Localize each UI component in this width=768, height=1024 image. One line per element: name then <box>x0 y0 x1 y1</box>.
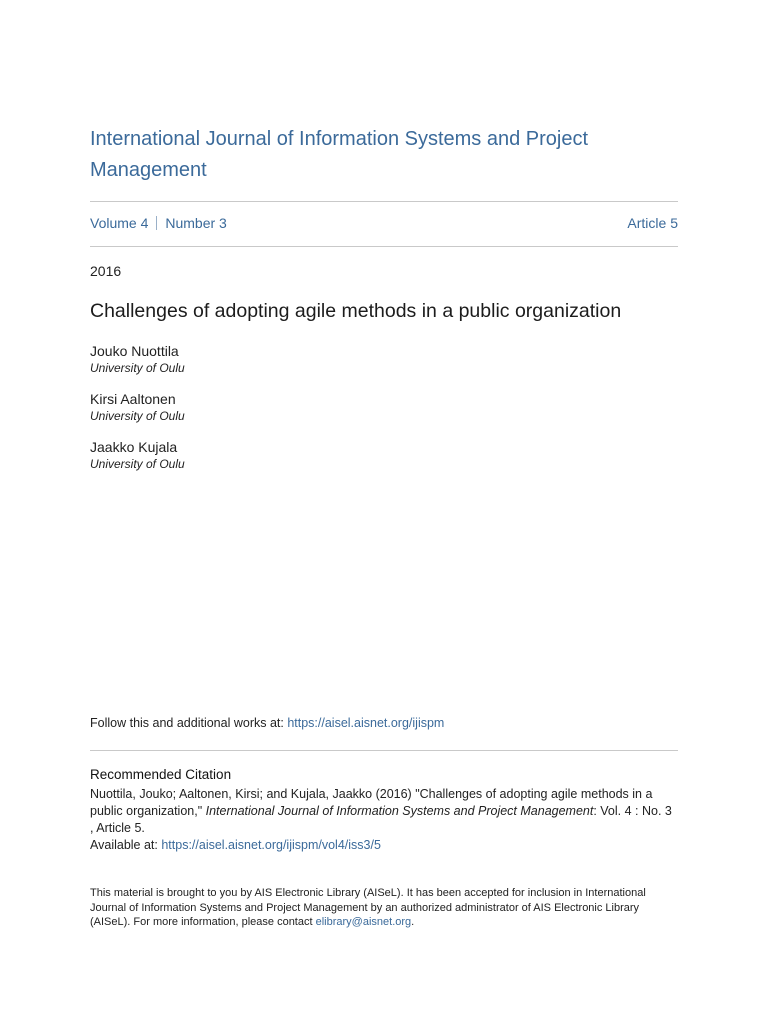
available-link[interactable]: https://aisel.aisnet.org/ijispm/vol4/iss3/5 <box>161 838 381 852</box>
citation-heading: Recommended Citation <box>90 767 232 782</box>
author-affiliation: University of Oulu <box>90 409 185 423</box>
article-link[interactable]: Article 5 <box>627 215 678 231</box>
publication-year: 2016 <box>90 263 122 279</box>
footer-line3-end: . <box>411 916 415 929</box>
number-link[interactable]: Number 3 <box>165 215 227 231</box>
issue-separator <box>156 216 157 230</box>
citation-journal: International Journal of Information Systems and Project Management <box>205 804 594 818</box>
cover-page <box>90 0 678 1024</box>
journal-title-line2: Management <box>90 159 207 181</box>
author-affiliation: University of Oulu <box>90 361 185 375</box>
author-2 <box>90 390 490 424</box>
article-title: Challenges of adopting agile methods in a public organization <box>90 300 622 322</box>
author-affiliation: University of Oulu <box>90 457 185 471</box>
citation-line2-start: public organization," <box>90 804 206 818</box>
footer-note <box>90 886 678 930</box>
contact-email-link[interactable]: elibrary@aisnet.org <box>315 916 412 929</box>
follow-link[interactable]: https://aisel.aisnet.org/ijispm <box>287 716 445 730</box>
issue-row <box>90 213 678 233</box>
follow-text: Follow this and additional works at: <box>90 716 288 730</box>
author-name: Kirsi Aaltonen <box>90 391 176 407</box>
citation-line3: , Article 5. <box>90 821 145 835</box>
author-1 <box>90 342 490 376</box>
footer-line3-start: (AISeL). For more information, please contact <box>90 916 316 929</box>
author-name: Jouko Nuottila <box>90 343 179 359</box>
citation-line2-end: : Vol. 4 : No. 3 <box>593 804 672 818</box>
footer-line2: Journal of Information Systems and Project Management by an authorized administrator of AIS Electronic Library <box>90 901 640 914</box>
footer-line1: This material is brought to you by AIS Electronic Library (AISeL). It has been accepted for inclusion in International <box>90 887 646 899</box>
follow-line <box>90 715 444 732</box>
available-label: Available at: <box>90 838 162 852</box>
divider-issue <box>90 246 678 247</box>
author-name: Jaakko Kujala <box>90 439 178 455</box>
divider-citation <box>90 750 678 751</box>
citation-line1: Nuottila, Jouko; Aaltonen, Kirsi; and Kujala, Jaakko (2016) "Challenges of adopting agile methods in a <box>90 787 653 801</box>
journal-title-line1: International Journal of Information Systems and Project <box>90 128 589 150</box>
author-3 <box>90 438 490 472</box>
divider-top <box>90 201 678 202</box>
recommended-citation <box>90 786 678 854</box>
volume-link[interactable]: Volume 4 <box>90 215 149 231</box>
journal-title-link[interactable] <box>90 124 650 186</box>
